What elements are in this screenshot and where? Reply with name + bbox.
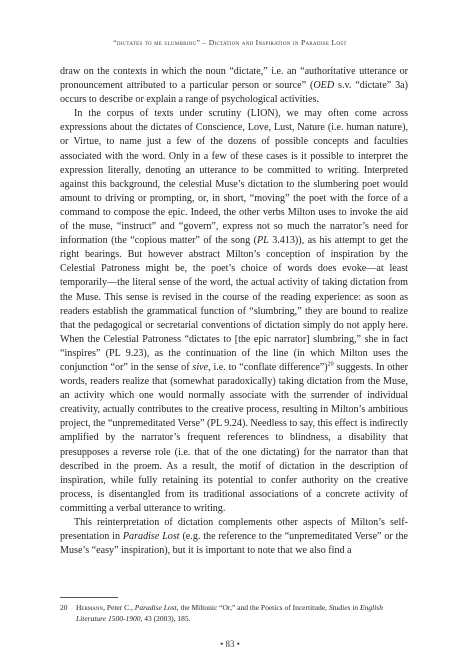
text-run: , 43 (2003), 185. — [140, 613, 191, 623]
paragraph — [60, 65, 408, 107]
footnote-rule — [60, 597, 118, 598]
text-run: s.v. “dictate” 3a) occurs to describe or explain a range of psychological activities. — [60, 80, 408, 106]
body-text — [60, 65, 408, 558]
footnote-ref: 20 — [327, 361, 334, 368]
text-run: 3.413)), as his attempt to get the right bearings. But however abstract Milton’s conception of inspiration by the Celestial Patroness might be, the poet’s choice of words does evoke—at least temporarily—the literal sense of the word, the actual activity of taking dictation from the Muse. This sense is revised in the course of the reading experience: as soon as readers establish the grammatical function of “slumbring,” they are bound to realize that the pedagogical or secretarial conventions of dictation simply do not apply here. When the Celestial Patroness “dictates to [the epic narrator] slumbring,” she in fact “inspires” (PL 9.23), as the continuation of the line (in which Milton uses the conjunction “or” in the sense of — [60, 235, 408, 373]
footnote-text — [76, 603, 383, 623]
italic-text: PL — [256, 235, 269, 247]
italic-text: Paradise Lost — [134, 603, 177, 612]
text-run: draw on the contexts in which the noun “dictate,” i.e. an “authoritative utterance or pronouncement attributed to a particular person or source” ( — [60, 66, 408, 92]
page-number: • 83 • — [220, 639, 240, 649]
footnote — [60, 603, 408, 624]
text-run: , Peter C., — [103, 603, 135, 612]
text-run: In the corpus of texts under scrutiny (LION), we may often come across expressions about the dictates of Conscience, Love, Lust, Nature (i.e. human nature), or Virtue, to name just a few of the dozens of possible concepts and faculties associated with the word. Only in a few of these cases is it possible to interpret the expression literally, denoting an utterance to be committed to writing. Interpreted against this background, the celestial Muse’s dictation to the slumbering poet would amount to driving or prompting, or, in short, “moving” the poet with the force of a command to compose the epic. Indeed, the other verbs Milton uses to invoke the aid of the muse, “instruct” and “govern”, express not so much the narrator’s need for information (the “copious matter” of the song ( — [60, 108, 408, 247]
text-run: , i.e. to “conflate difference”) — [208, 361, 328, 373]
paragraph — [60, 107, 408, 516]
italic-text: sive — [192, 361, 209, 373]
footnote-number: 20 — [60, 603, 68, 612]
italic-text: Studies in English Literature 1500-1900 — [76, 603, 383, 623]
running-head: “dictates to me slumbring” – Dictation and Inspiration in Paradise Lost — [113, 38, 347, 47]
italic-text: OED — [313, 80, 335, 92]
text-run: , the Miltonic “Or,” and the Poetics of Incertitude, — [176, 603, 329, 612]
italic-text: Paradise Lost — [122, 531, 180, 543]
paragraph — [60, 516, 408, 558]
text-run: (e.g. the reference to the “unpremeditated Verse” or the Muse’s “easy” inspiration), but it is important to note that we also find a — [60, 531, 408, 557]
text-run: This reinterpretation of dictation complements other aspects of Milton’s self-presentation in — [60, 517, 408, 543]
author-name: Hermann — [76, 603, 104, 612]
text-run: suggests. In other words, readers realize that (somewhat paradoxically) taking dictation from the Muse, an activity which one would normally associate with the surrender of individual creativity, actually contributes to the creative process, resulting in Milton’s ambitious project, the “unpremeditated Verse” (PL 9.24). Needless to say, this effect is indirectly amplified by the narrator’s frequent references to blindness, a disability that presupposes a reverse role (i.e. that of the one dictating) for the narrator than that described in the proem. As a result, the motif of dictation in the description of inspiration, while fully retaining its potential to confer authority on the creative process, is disentangled from its traditional associations of a concrete activity of committing a verbal utterance to writing. — [60, 361, 408, 514]
